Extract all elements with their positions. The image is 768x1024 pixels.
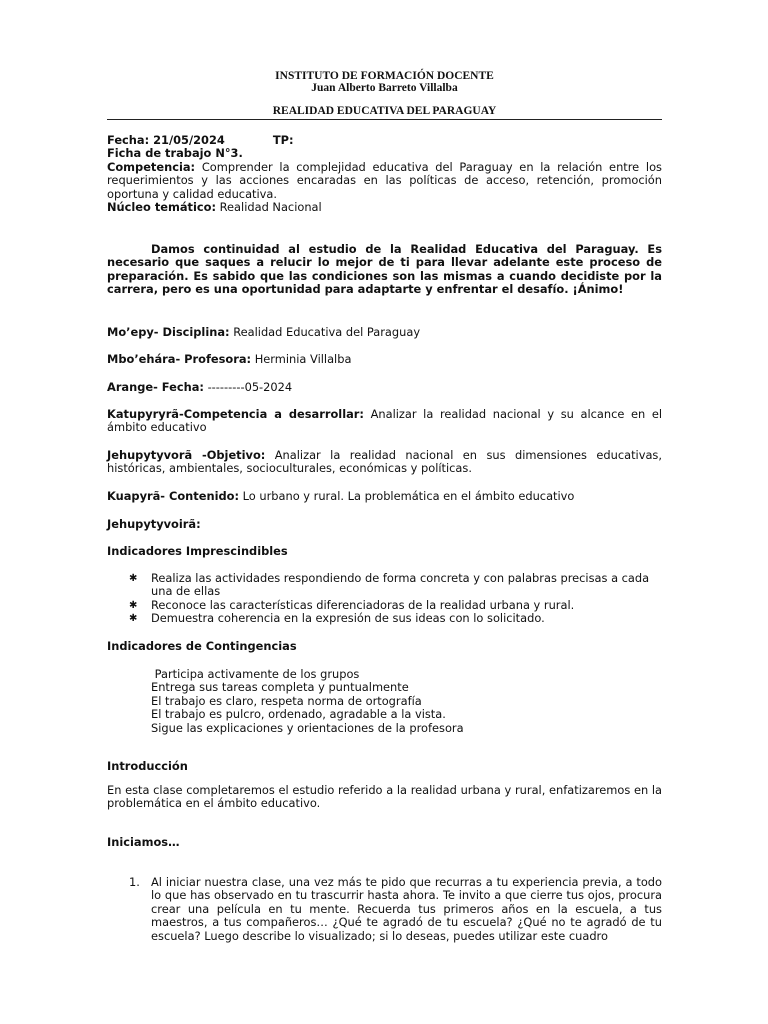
list-item: El trabajo es pulcro, ordenado, agradable a la vista. xyxy=(151,707,446,722)
indicadores-imprescindibles-list xyxy=(107,572,662,626)
intro-paragraph: Damos continuidad al estudio de la Realidad Educativa del Paraguay. Es necesario que saques a relucir lo mejor de ti para llevar adelante este proceso de preparación. Es sabido que las condiciones son las mismas a cuando decidiste por la carrera, pero es una oportunidad para adaptarte y enfrentar el desafío. ¡Ánimo! xyxy=(107,242,662,297)
introduccion-text: En esta clase completaremos el estudio referido a la realidad urbana y rural, enfatizaremos en la problemática en el ámbito educativo. xyxy=(107,783,662,811)
indicadores-imprescindibles-title xyxy=(107,545,662,558)
field-label: Jehupytyvorã -Objetivo: xyxy=(107,448,266,462)
item-number: 1. xyxy=(129,875,140,889)
list-item: Sigue las explicaciones y orientaciones de la profesora xyxy=(151,720,464,735)
nucleo-label: Núcleo temático: xyxy=(107,200,217,215)
asterisk-bullet-icon: ✱ xyxy=(129,599,138,611)
field-fecha xyxy=(107,381,662,394)
field-contenido xyxy=(107,490,662,503)
iniciamos-title xyxy=(107,836,662,849)
competencia-text: Comprender la complejidad educativa del Paraguay en la relación entre los requerimientos y las acciones encaradas en las políticas de acceso, retención, promoción oportuna y calidad educativa. xyxy=(107,159,662,201)
field-value: Analizar la realidad nacional en sus dimensiones educativas, históricas, ambientales, socioculturales, económicas y políticas. xyxy=(107,448,662,476)
introduccion-title xyxy=(107,760,662,773)
nucleo-text: Realidad Nacional xyxy=(216,200,322,215)
field-value: Lo urbano y rural. La problemática en el ámbito educativo xyxy=(239,489,575,503)
indicadores-contingencias-list xyxy=(107,668,662,735)
list-item-text: Demuestra coherencia en la expresión de sus ideas con lo solicitado. xyxy=(151,611,545,626)
field-label: Arange- Fecha: xyxy=(107,380,204,394)
field-value: ---------05-2024 xyxy=(203,380,293,394)
school-name: Juan Alberto Barreto Villalba xyxy=(311,82,458,94)
field-label: Jehupytyvoirã: xyxy=(107,517,201,531)
fecha-label: Fecha: 21/05/2024 xyxy=(107,133,225,147)
field-value: Realidad Educativa del Paraguay xyxy=(229,325,421,339)
field-disciplina xyxy=(107,326,662,339)
list-item: El trabajo es claro, respeta norma de ortografía xyxy=(151,693,422,708)
section-title: Introducción xyxy=(107,759,188,773)
field-objetivo xyxy=(107,449,662,476)
competencia-label: Competencia: xyxy=(107,159,196,174)
list-item: Entrega sus tareas completa y puntualmente xyxy=(151,680,409,695)
institute-title: INSTITUTO DE FORMACIÓN DOCENTE xyxy=(275,70,494,82)
section-title: Indicadores Imprescindibles xyxy=(107,544,288,558)
meta-block xyxy=(107,134,662,214)
field-jehupytyvoira xyxy=(107,518,662,531)
list-item xyxy=(107,572,662,599)
field-value: Analizar la realidad nacional y su alcance en el ámbito educativo xyxy=(107,407,662,435)
ficha-label: Ficha de trabajo N°3. xyxy=(107,146,243,161)
header-rule xyxy=(107,119,662,120)
list-item-text: Al iniciar nuestra clase, una vez más te pido que recurras a tu experiencia previa, a todo lo que has observado en tu trascurrir hasta ahora. Te invito a que cierre tus ojos, procura crear una película en tu mente. Recuerda tus primeros años en la escuela, a tus maestros, a tus compañeros… ¿Qué te agradó de tu escuela? ¿Qué no te agradó de tu escuela? Luego describe lo visualizado; si lo deseas, puedes utilizar este cuadro xyxy=(151,875,662,943)
indicadores-contingencias-title xyxy=(107,640,662,653)
field-label: Mbo’ehára- Profesora: xyxy=(107,352,252,366)
asterisk-bullet-icon: ✱ xyxy=(129,613,138,625)
tp-label: TP: xyxy=(272,133,294,147)
field-profesora xyxy=(107,353,662,366)
section-title: Iniciamos… xyxy=(107,835,180,849)
list-item xyxy=(107,599,662,612)
list-item xyxy=(107,612,662,625)
nucleo-line xyxy=(107,201,662,214)
competencia-line xyxy=(107,161,662,201)
iniciamos-list xyxy=(107,876,662,943)
asterisk-bullet-icon: ✱ xyxy=(129,573,138,584)
field-label: Mo’epy- Disciplina: xyxy=(107,325,230,339)
list-item-text: Reconoce las características diferenciadoras de la realidad urbana y rural. xyxy=(151,597,575,612)
field-label: Kuapyrã- Contenido: xyxy=(107,489,240,503)
fecha-line xyxy=(107,134,662,147)
list-item: Participa activamente de los grupos xyxy=(151,667,360,681)
section-title: Indicadores de Contingencias xyxy=(107,639,297,653)
list-item-text: Realiza las actividades respondiendo de forma concreta y con palabras precisas a cada una de ellas xyxy=(151,571,650,599)
field-competencia xyxy=(107,408,662,435)
ficha-line xyxy=(107,147,662,160)
subject-title: REALIDAD EDUCATIVA DEL PARAGUAY xyxy=(272,105,497,117)
list-item xyxy=(107,876,662,943)
field-label: Katupyryrã-Competencia a desarrollar: xyxy=(107,407,364,421)
field-value: Herminia Villalba xyxy=(251,352,352,366)
